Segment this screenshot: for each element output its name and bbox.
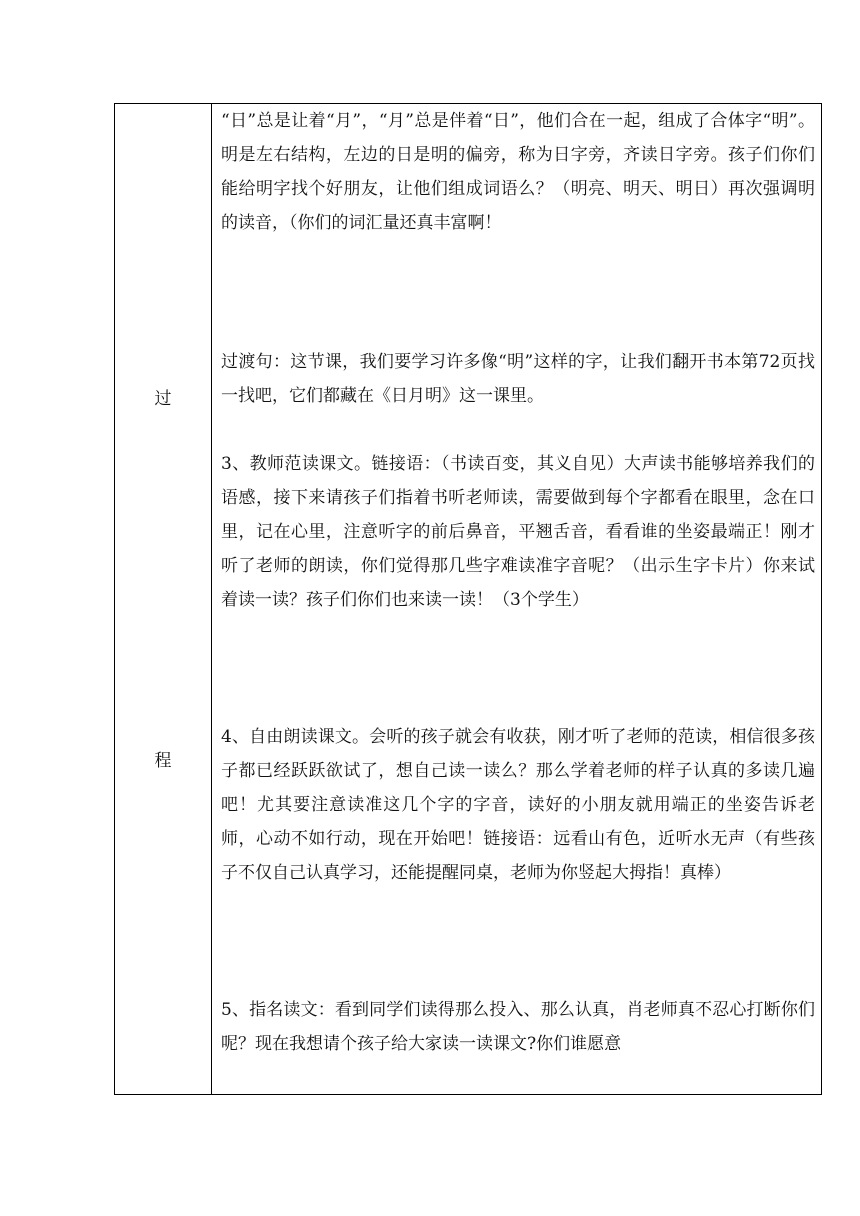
column-divider [211, 104, 212, 1094]
paragraph-5: 5、指名读文：看到同学们读得那么投入、那么认真，肖老师真不忍心打断你们呢？现在我想请个孩子给大家读一读课文?你们谁愿意 [221, 1000, 815, 1054]
row-label-2: 程 [154, 751, 172, 771]
paragraph-4: 4、自由朗读课文。会听的孩子就会有收获，刚才听了老师的范读，相信很多孩子都已经跃跃欲试了，想自己读一读么？那么学着老师的样子认真的多读几遍吧！尤其要注意读准这几个字的字音，读好的小朋友就用端正的坐姿告诉老师，心动不如行动，现在开始吧！链接语：远看山有色，近听水无声（有些孩子不仅自己认真学习，还能提醒同桌，老师为你竖起大拇指！真棒） [221, 727, 815, 883]
paragraph-1: “日”总是让着“月”，“月”总是伴着“日”，他们合在一起，组成了合体字“明”。明是左右结构，左边的日是明的偏旁，称为日字旁，齐读日字旁。孩子们你们能给明字找个好朋友，让他们组成词语么？（明亮、明天、明日）再次强调明的读音，（你们的词汇量还真丰富啊！ [221, 111, 815, 233]
lesson-table [114, 103, 822, 1095]
row-label-1: 过 [154, 389, 172, 409]
paragraph-3: 3、教师范读课文。链接语：（书读百变，其义自见）大声读书能够培养我们的语感，接下来请孩子们指着书听老师读，需要做到每个字都看在眼里，念在口里，记在心里，注意听字的前后鼻音，平翘舌音，看看谁的坐姿最端正！刚才听了老师的朗读，你们觉得那几些字难读准字音呢？（出示生字卡片）你来试着读一读？孩子们你们也来读一读！（3个学生） [221, 454, 815, 610]
paragraph-2: 过渡句：这节课，我们要学习许多像“明”这样的字，让我们翻开书本第72页找一找吧，它们都藏在《日月明》这一课里。 [221, 352, 815, 406]
